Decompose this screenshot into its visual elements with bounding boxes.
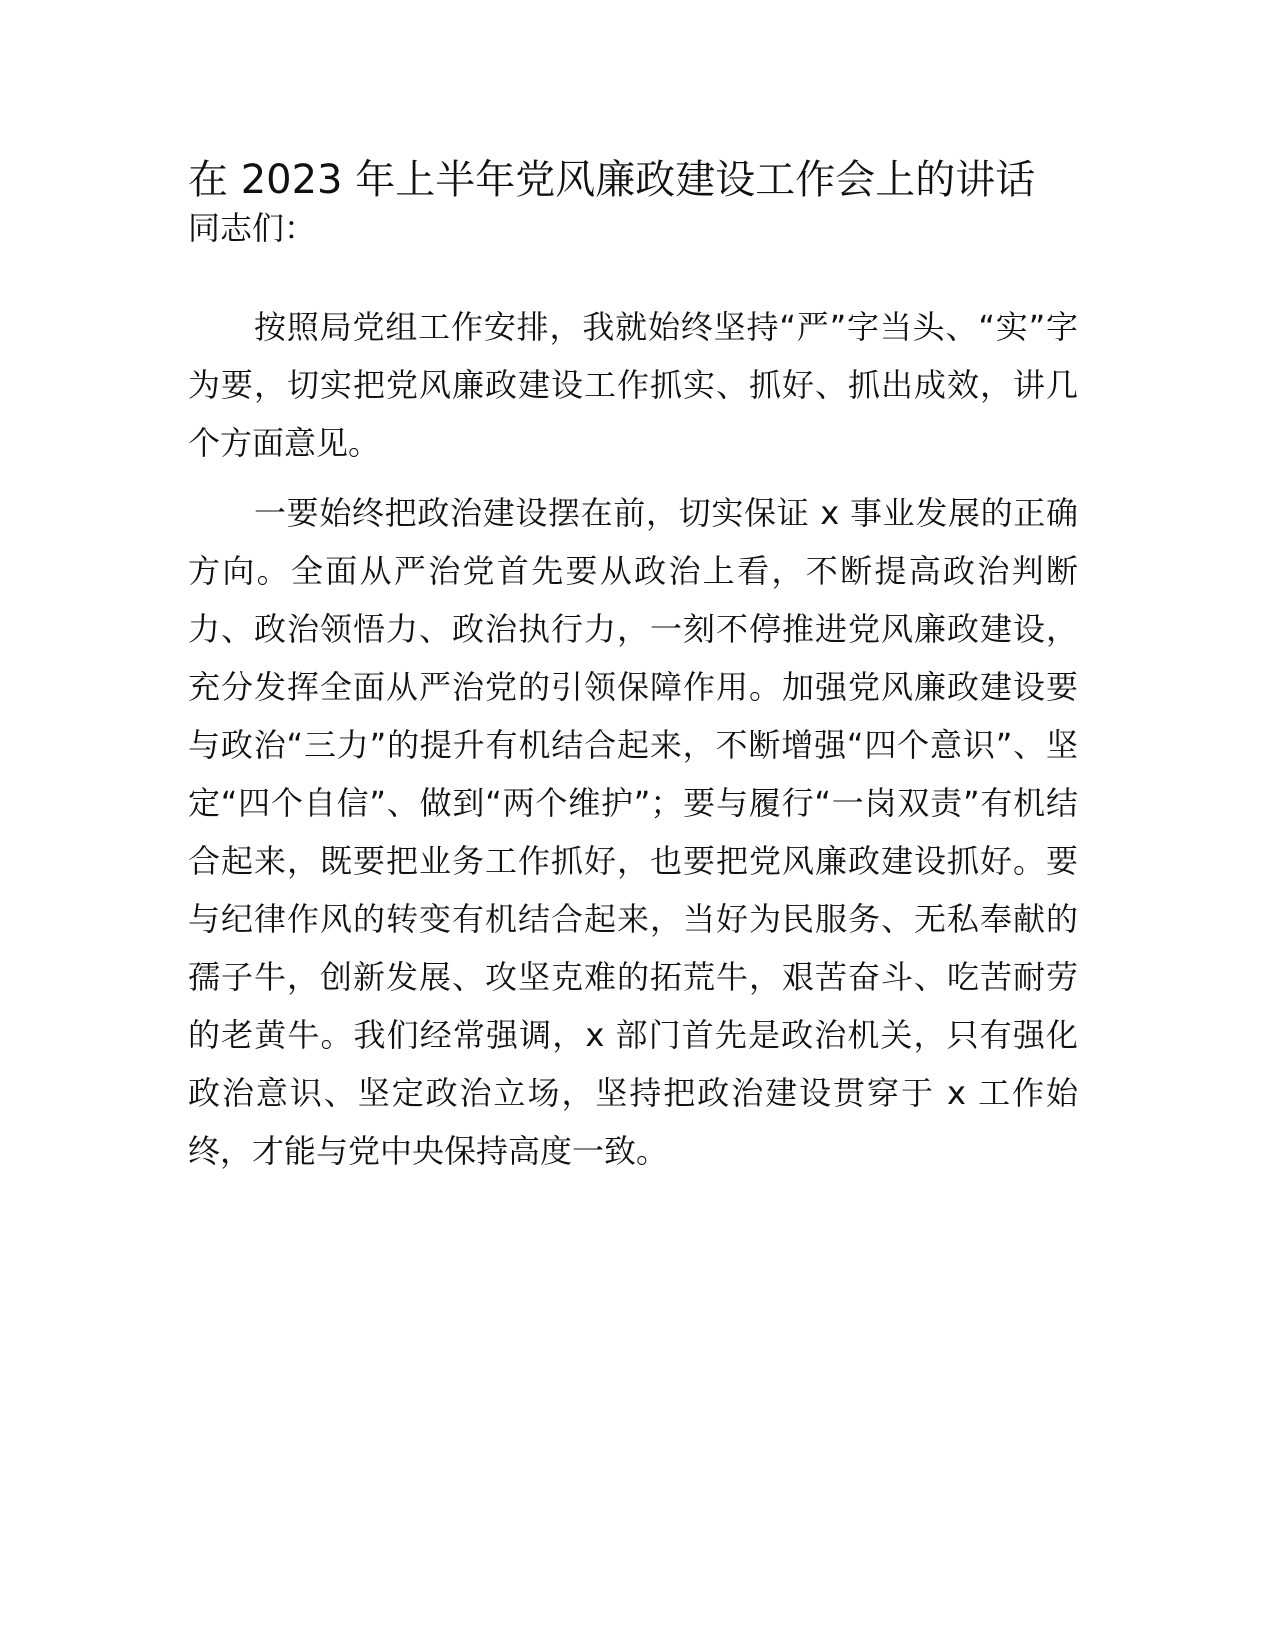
- salutation: 同志们：: [188, 209, 317, 247]
- document-title: 在 2023 年上半年党风廉政建设工作会上的讲话: [188, 157, 1036, 203]
- paragraph-political-construction: 一要始终把政治建设摆在前，切实保证 x 事业发展的正确方向。全面从严治党首先要从政治上看，不断提高政治判断力、政治领悟力、政治执行力，一刻不停推进党风廉政建设，充分发挥全面从严治党的引领保障作用。加强党风廉政建设要与政治“三力”的提升有机结合起来，不断增强“四个意识”、坚定“四个自信”、做到“两个维护”；要与履行“一岗双责”有机结合起来，既要把业务工作抓好，也要把党风廉政建设抓好。要与纪律作风的转变有机结合起来，当好为民服务、无私奉献的孺子牛，创新发展、攻坚克难的拓荒牛，艰苦奋斗、吃苦耐劳的老黄牛。我们经常强调，x 部门首先是政治机关，只有强化政治意识、坚定政治立场，坚持把政治建设贯穿于 x 工作始终，才能与党中央保持高度一致。: [188, 494, 1078, 1170]
- paragraph-intro: 按照局党组工作安排，我就始终坚持“严”字当头、“实”字为要，切实把党风廉政建设工作抓实、抓好、抓出成效，讲几个方面意见。: [188, 308, 1078, 462]
